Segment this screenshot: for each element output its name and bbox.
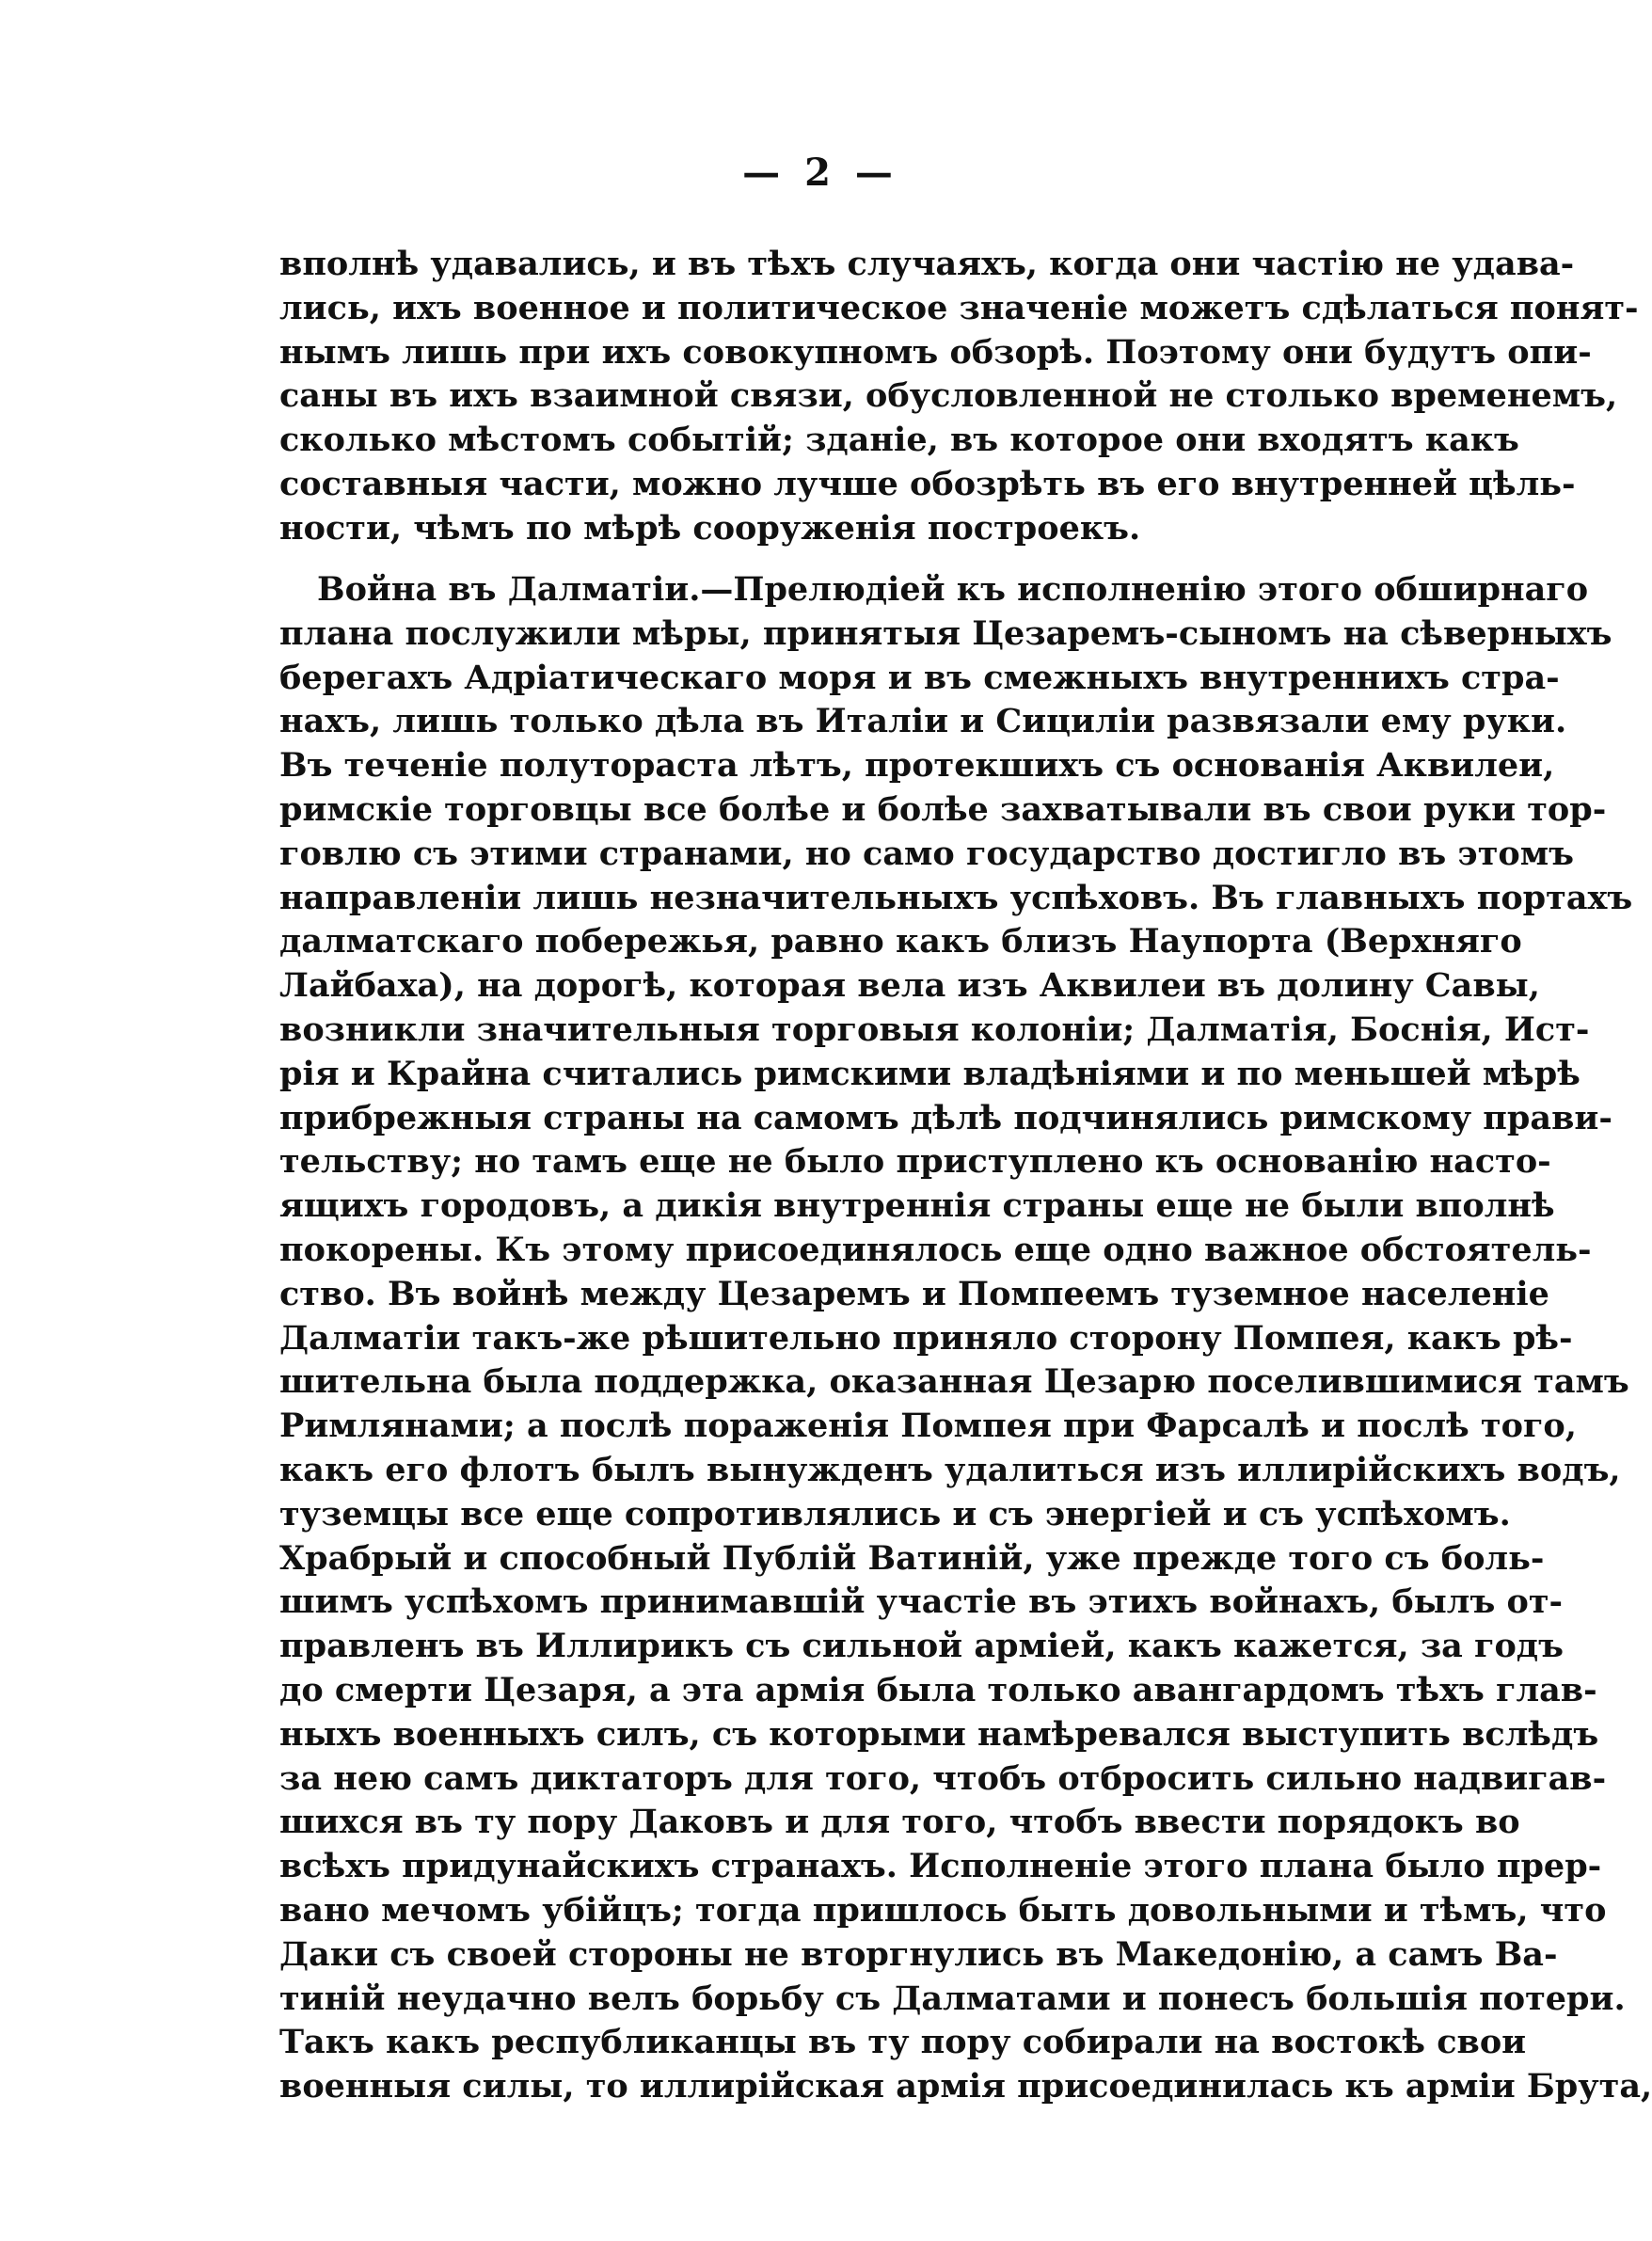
text-line: тельству; но тамъ еще не было приступлено къ основанію насто- <box>279 1142 1551 1182</box>
text-line: нахъ, лишь только дѣла въ Италіи и Сициліи развязали ему руки. <box>279 702 1567 741</box>
text-line: направленіи лишь незначительныхъ успѣховъ. Въ главныхъ портахъ <box>279 878 1633 917</box>
text-line: шимъ успѣхомъ принимавшій участіе въ этихъ войнахъ, былъ от- <box>279 1582 1564 1622</box>
text-line: ство. Въ войнѣ между Цезаремъ и Помпеемъ туземное населеніе <box>279 1274 1549 1313</box>
text-line: саны въ ихъ взаимной связи, обусловленной не столько временемъ, <box>279 376 1618 416</box>
paragraph-2 <box>279 568 1652 2109</box>
text-line-first <box>279 568 1589 612</box>
text-line: до смерти Цезаря, а эта армія была только авангардомъ тѣхъ глав- <box>279 1670 1597 1709</box>
paragraph-1 <box>279 243 1639 551</box>
text-line: говлю съ этими странами, но само государство достигло въ этомъ <box>279 834 1575 873</box>
section-heading: Война въ Далматіи. <box>317 570 701 609</box>
text-line: прибрежныя страны на самомъ дѣлѣ подчинялись римскому прави- <box>279 1098 1612 1137</box>
text-line: Храбрый и способный Публій Ватиній, уже прежде того съ боль- <box>279 1538 1545 1578</box>
text-line: правленъ въ Иллирикъ съ сильной арміей, какъ кажется, за годъ <box>279 1627 1564 1666</box>
text-line: Такъ какъ республиканцы въ ту пору собирали на востокѣ свои <box>279 2023 1527 2062</box>
text-line: за нею самъ диктаторъ для того, чтобъ отбросить сильно надвигав- <box>279 1758 1607 1798</box>
text-line: лись, ихъ военное и политическое значеніе можетъ сдѣлаться понят- <box>279 288 1639 327</box>
text-line: Римлянами; а послѣ пораженія Помпея при Фарсалѣ и послѣ того, <box>279 1407 1577 1446</box>
text-line: ныхъ военныхъ силъ, съ которыми намѣревался выступить вслѣдъ <box>279 1714 1599 1754</box>
text-line: сколько мѣстомъ событій; зданіе, въ которое они входятъ какъ <box>279 421 1519 460</box>
text-line: туземцы все еще сопротивлялись и съ энергіей и съ успѣхомъ. <box>279 1494 1511 1534</box>
text-line: Даки съ своей стороны не вторгнулись въ Македонію, а самъ Ва- <box>279 1934 1558 1974</box>
text-line: Лайбаха), на дорогѣ, которая вела изъ Аквилеи въ долину Савы, <box>279 966 1540 1006</box>
text-line: вполнѣ удавались, и въ тѣхъ случаяхъ, когда они частію не удава- <box>279 245 1575 283</box>
text-line: всѣхъ придунайскихъ странахъ. Исполненіе этого плана было прер- <box>279 1847 1602 1886</box>
text-line: Въ теченіе полутораста лѣтъ, протекшихъ съ основанія Аквилеи, <box>279 746 1555 786</box>
text-line: римскіе торговцы все болѣе и болѣе захватывали въ свои руки тор- <box>279 789 1607 829</box>
text-line: рія и Крайна считались римскими владѣніями и по меньшей мѣрѣ <box>279 1054 1581 1093</box>
text-line: ящихъ городовъ, а дикія внутреннія страны еще не были вполнѣ <box>279 1186 1555 1226</box>
text-line: Далматіи такъ-же рѣшительно приняло сторону Помпея, какъ рѣ- <box>279 1318 1573 1358</box>
text-line: ности, чѣмъ по мѣрѣ сооруженія построекъ. <box>279 508 1141 548</box>
page-number: — 2 — <box>742 151 898 195</box>
text-line: берегахъ Адріатическаго моря и въ смежныхъ внутреннихъ стра- <box>279 658 1560 697</box>
text-line: военныя силы, то иллирійская армія присоединилась къ арміи Брута, <box>279 2067 1652 2106</box>
text-line: тиній неудачно велъ борьбу съ Далматами и понесъ большія потери. <box>279 1979 1626 2018</box>
text-line: плана послужили мѣры, принятыя Цезаремъ-сыномъ на сѣверныхъ <box>279 613 1612 653</box>
text-line: вано мечомъ убійцъ; тогда пришлось быть довольными и тѣмъ, что <box>279 1890 1607 1930</box>
text-line: какъ его флотъ былъ вынужденъ удалиться изъ иллирійскихъ водъ, <box>279 1450 1621 1489</box>
text-line: далматскаго побережья, равно какъ близъ Наупорта (Верхняго <box>279 922 1522 962</box>
text-line: составныя части, можно лучше обозрѣть въ его внутренней цѣль- <box>279 464 1576 503</box>
text-line: шительна была поддержка, оказанная Цезарю поселившимися тамъ <box>279 1362 1629 1402</box>
text-line: возникли значительныя торговыя колоніи; Далматія, Боснія, Ист- <box>279 1009 1590 1049</box>
text-line: шихся въ ту пору Даковъ и для того, чтобъ ввести порядокъ во <box>279 1803 1520 1842</box>
text-line: нымъ лишь при ихъ совокупномъ обзорѣ. Поэтому они будутъ опи- <box>279 332 1592 372</box>
text-fragment: —Прелюдіей къ исполненію этого обширнаго <box>700 570 1589 609</box>
text-line: покорены. Къ этому присоединялось еще одно важное обстоятель- <box>279 1230 1592 1269</box>
